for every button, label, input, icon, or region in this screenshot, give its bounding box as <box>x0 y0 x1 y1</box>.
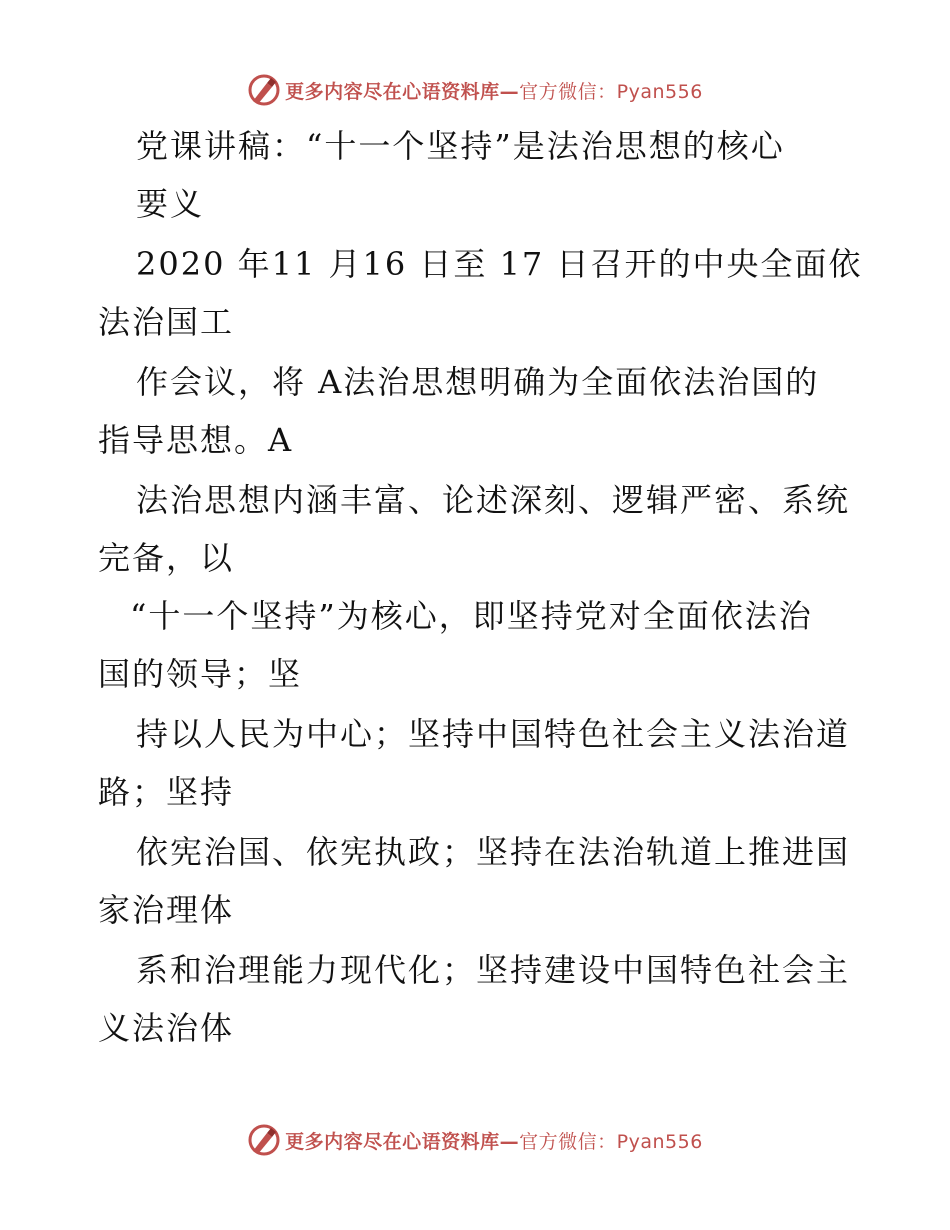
body-line: 路；坚持 <box>98 773 235 811</box>
body-line: 法治思想内涵丰富、论述深刻、逻辑严密、系统 <box>136 481 851 519</box>
banner-wechat: 官方微信：Pyan556 <box>519 1130 703 1153</box>
body-line: 依宪治国、依宪执政；坚持在法治轨道上推进国 <box>136 833 851 871</box>
title-line-1: 党课讲稿：“十一个坚持”是法治思想的核心 <box>136 127 785 165</box>
title-line-2: 要义 <box>136 185 205 223</box>
body-line: 国的领导；坚 <box>98 655 303 693</box>
body-line: 2020 年11 月16 日至 17 日召开的中央全面依 <box>136 245 863 283</box>
body-line: 完备，以 <box>98 539 235 577</box>
banner-text: 更多内容尽在心语资料库—官方微信：Pyan556 <box>285 80 703 103</box>
pen-logo-icon <box>247 1123 281 1157</box>
body-line: 法治国工 <box>98 303 235 341</box>
body-line: 义法治体 <box>98 1009 235 1047</box>
body-line: 作会议，将 A法治思想明确为全面依法治国的 <box>136 363 820 401</box>
banner-wechat: 官方微信：Pyan556 <box>519 80 703 103</box>
body-line: 系和治理能力现代化；坚持建设中国特色社会主 <box>136 951 851 989</box>
body-line: 指导思想。A <box>98 421 294 459</box>
body-line: “十一个坚持”为核心，即坚持党对全面依法治 <box>130 597 813 635</box>
banner-text: 更多内容尽在心语资料库—官方微信：Pyan556 <box>285 1130 703 1153</box>
body-line: 家治理体 <box>98 891 235 929</box>
footer-banner <box>0 1120 950 1160</box>
body-line: 持以人民为中心；坚持中国特色社会主义法治道 <box>136 715 851 753</box>
